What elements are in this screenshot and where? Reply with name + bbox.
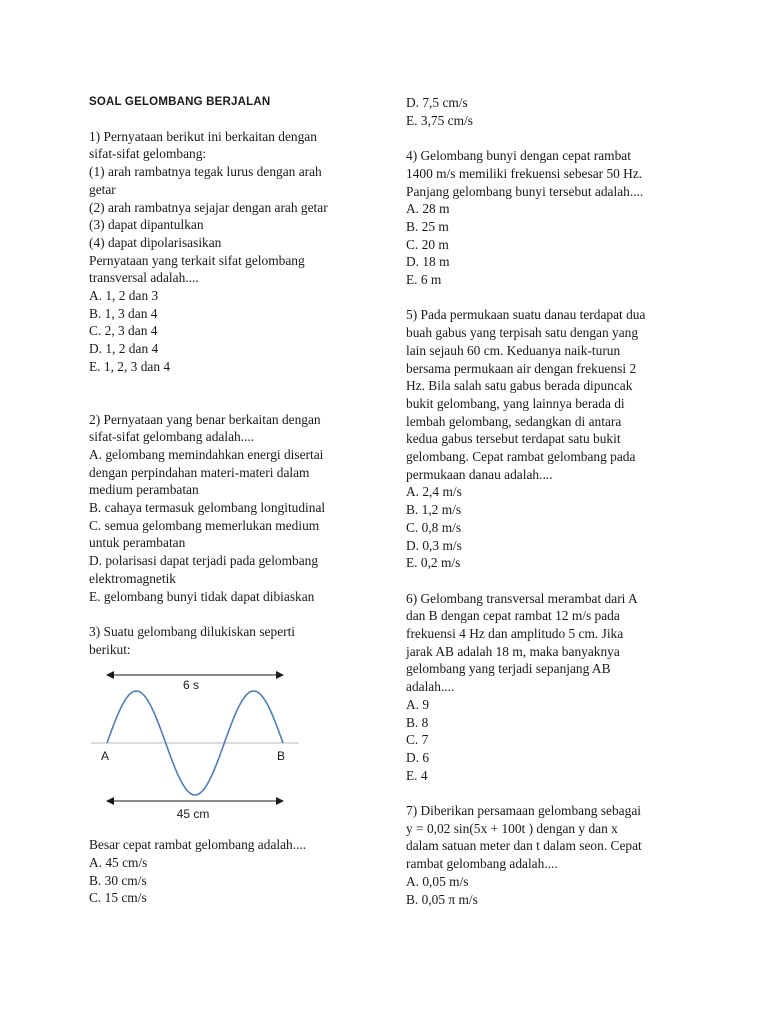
q2-option: elektromagnetik	[89, 570, 177, 586]
q6-option: A. 9	[406, 696, 430, 712]
q5-option: E. 0,2 m/s	[406, 555, 461, 571]
q2-option: D. polarisasi dapat terjadi pada gelombang	[89, 553, 319, 569]
q7-option: A. 0,05 m/s	[406, 873, 469, 889]
q7-option: B. 0,05 π m/s	[406, 891, 478, 907]
point-a-label: A	[101, 749, 110, 764]
q5-line: gelombang. Cepat rambat gelombang pada	[406, 449, 636, 465]
q2-option: B. cahaya termasuk gelombang longitudinal	[89, 500, 326, 516]
q3-line: 3) Suatu gelombang dilukiskan seperti	[89, 623, 296, 639]
right-column	[406, 94, 701, 908]
q1-line: (4) dapat dipolarisasikan	[89, 234, 222, 250]
q4-option: C. 20 m	[406, 236, 449, 252]
q2-option: medium perambatan	[89, 482, 199, 498]
q5-line: lembah gelombang, sedangkan di antara	[406, 413, 622, 429]
q6-line: adalah....	[406, 679, 455, 695]
question-3-continued	[406, 94, 701, 129]
q5-line: 5) Pada permukaan suatu danau terdapat dua	[406, 307, 646, 323]
q5-line: lain sejauh 60 cm. Keduanya naik-turun	[406, 342, 621, 358]
q4-option: A. 28 m	[406, 201, 450, 217]
q5-line: permukaan danau adalah....	[406, 466, 553, 482]
question-7	[406, 802, 701, 908]
q6-line: dan B dengan cepat rambat 12 m/s pada	[406, 608, 620, 624]
q5-line: buah gabus yang terpisah satu dengan yang	[406, 325, 639, 341]
q1-option: D. 1, 2 dan 4	[89, 341, 159, 357]
q6-line: jarak AB adalah 18 m, maka banyaknya	[406, 643, 620, 659]
q2-option: A. gelombang memindahkan energi disertai	[89, 446, 324, 462]
q5-option: B. 1,2 m/s	[406, 502, 462, 518]
q7-line: dalam satuan meter dan t dalam seon. Cepat	[406, 838, 642, 854]
q1-option: A. 1, 2 dan 3	[89, 288, 159, 304]
q1-line: sifat-sifat gelombang:	[89, 146, 207, 162]
wave-diagram	[89, 668, 319, 828]
question-2	[89, 411, 379, 606]
q1-option: C. 2, 3 dan 4	[89, 323, 158, 339]
q6-line: 6) Gelombang transversal merambat dari A	[406, 590, 638, 606]
q2-option: C. semua gelombang memerlukan medium	[89, 517, 320, 533]
q5-option: C. 0,8 m/s	[406, 519, 462, 535]
q3-option: E. 3,75 cm/s	[406, 112, 473, 128]
q1-line: Pernyataan yang terkait sifat gelombang	[89, 252, 305, 268]
q7-line: rambat gelombang adalah....	[406, 856, 558, 872]
q4-line: 1400 m/s memiliki frekuensi sebesar 50 Hz.	[406, 165, 643, 181]
q3-option: A. 45 cm/s	[89, 855, 148, 871]
q5-line: bukit gelombang, yang lainnya berada di	[406, 395, 625, 411]
q3-option: B. 30 cm/s	[89, 872, 147, 888]
question-3	[89, 623, 379, 907]
q7-line: 7) Diberikan persamaan gelombang sebagai	[406, 803, 641, 819]
q5-option: D. 0,3 m/s	[406, 537, 462, 553]
question-5	[406, 306, 701, 572]
time-label: 6 s	[182, 678, 200, 693]
q5-line: Hz. Bila salah satu gabus berada dipuncak	[406, 378, 633, 394]
q6-line: frekuensi 4 Hz dan amplitudo 5 cm. Jika	[406, 626, 624, 642]
wave-figure	[89, 668, 379, 828]
question-4	[406, 147, 701, 289]
q5-line: bersama permukaan air dengan frekuensi 2	[406, 360, 637, 376]
q1-line: transversal adalah....	[89, 270, 199, 286]
q6-option: D. 6	[406, 749, 430, 765]
q1-line: 1) Pernyataan berikut ini berkaitan dengan	[89, 128, 317, 144]
q5-option: A. 2,4 m/s	[406, 484, 462, 500]
question-1	[89, 128, 379, 376]
q1-option: E. 1, 2, 3 dan 4	[89, 358, 171, 374]
q4-option: E. 6 m	[406, 272, 442, 288]
q4-option: B. 25 m	[406, 218, 449, 234]
q1-line: (3) dapat dipantulkan	[89, 217, 204, 233]
q3-option: C. 15 cm/s	[89, 890, 147, 906]
q1-line: getar	[89, 181, 116, 197]
q6-option: B. 8	[406, 714, 429, 730]
q6-option: C. 7	[406, 732, 429, 748]
q2-line: 2) Pernyataan yang benar berkaitan dengan	[89, 411, 321, 427]
question-6	[406, 590, 701, 785]
document-title: SOAL GELOMBANG BERJALAN	[89, 96, 271, 108]
length-label: 45 cm	[176, 807, 210, 822]
q3-line: berikut:	[89, 641, 131, 657]
q6-line: gelombang yang terjadi sepanjang AB	[406, 661, 611, 677]
q1-option: B. 1, 3 dan 4	[89, 305, 158, 321]
q4-option: D. 18 m	[406, 254, 450, 270]
q2-line: sifat-sifat gelombang adalah....	[89, 429, 255, 445]
q1-line: (1) arah rambatnya tegak lurus dengan arah	[89, 164, 322, 180]
q4-line: Panjang gelombang bunyi tersebut adalah....	[406, 183, 644, 199]
q5-line: kedua gabus tersebut terdapat satu bukit	[406, 431, 621, 447]
q7-line: y = 0,02 sin(5x + 100t ) dengan y dan x	[406, 820, 618, 836]
q1-line: (2) arah rambatnya sejajar dengan arah getar	[89, 199, 328, 215]
point-b-label: B	[277, 749, 286, 764]
q2-option: untuk perambatan	[89, 535, 186, 551]
q2-option: E. gelombang bunyi tidak dapat dibiaskan	[89, 588, 315, 604]
q3-line: Besar cepat rambat gelombang adalah....	[89, 837, 307, 853]
q3-option: D. 7,5 cm/s	[406, 95, 468, 110]
left-column	[89, 94, 379, 907]
q2-option: dengan perpindahan materi-materi dalam	[89, 464, 310, 480]
q6-option: E. 4	[406, 767, 428, 783]
q4-line: 4) Gelombang bunyi dengan cepat rambat	[406, 148, 631, 164]
